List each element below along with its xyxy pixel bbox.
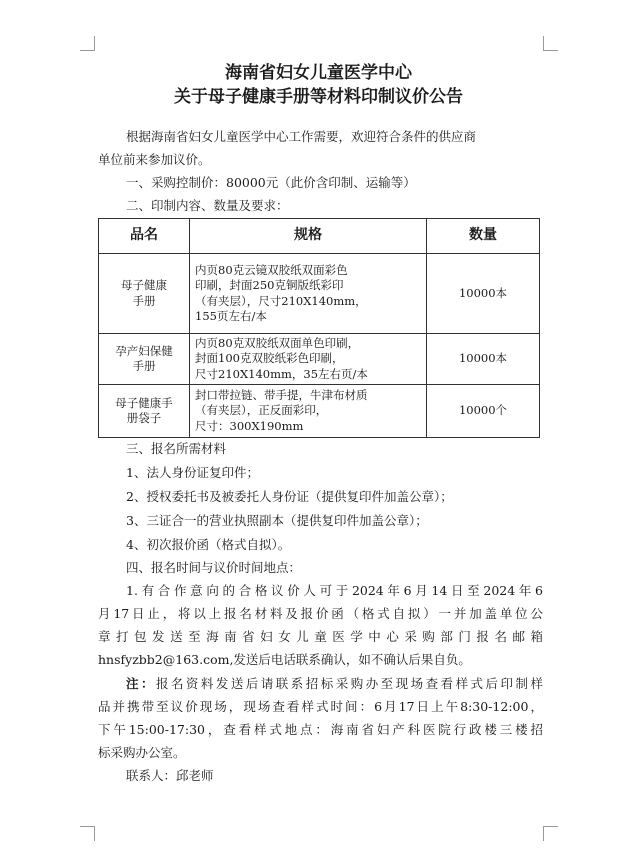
note-text: 报名资料发送后请联系招标采购办至现场查看样式后印制样	[155, 676, 543, 691]
time-paragraph: 1.有合作意向的合格议价人可于2024年6月14日至2024年6	[126, 583, 543, 598]
note-paragraph: 标采购办公室。	[98, 745, 186, 760]
intro-paragraph-cont: 单位前来参加议价。	[98, 152, 211, 167]
header-spec: 规格	[190, 219, 427, 254]
table-row	[99, 385, 540, 438]
item-name: 手册	[132, 293, 156, 308]
note-paragraph: 品并携带至议价现场，现场查看样式时间：6月17日上午8:30-12:00，	[98, 699, 543, 714]
page-corner-mark	[80, 826, 95, 841]
table-header-row	[99, 219, 540, 254]
document-subtitle: 关于母子健康手册等材料印制议价公告	[174, 87, 463, 107]
item-name: 母子健康手	[115, 395, 173, 410]
spec-table	[98, 218, 540, 438]
section-materials-heading: 三、报名所需材料	[126, 441, 227, 456]
item-name: 孕产妇保健	[115, 343, 173, 358]
time-paragraph: hnsfyzbb2@163.com,发送后电话联系确认，如不确认后果自负。	[98, 652, 471, 667]
table-row	[99, 254, 540, 334]
item-spec: 尺寸210X140mm，35左右页/本	[195, 366, 368, 381]
header-qty: 数量	[427, 219, 540, 254]
contact-person: 联系人：邱老师	[126, 768, 214, 783]
item-name: 母子健康	[121, 278, 167, 292]
material-item: 3、三证合一的营业执照副本（提供复印件加盖公章）；	[126, 513, 428, 528]
material-item: 4、初次报价函（格式自拟）。	[126, 537, 291, 552]
material-item: 1、法人身份证复印件；	[126, 465, 259, 480]
item-spec: 尺寸：300X190mm	[195, 418, 304, 433]
time-paragraph: 月17日止，将以上报名材料及报价函（格式自拟）一并加盖单位公	[98, 606, 543, 621]
item-spec: 印刷，封面250克铜版纸彩印	[195, 278, 344, 292]
item-spec: 封面100克双胶纸彩色印刷，	[195, 351, 344, 366]
material-item: 2、授权委托书及被委托人身份证（提供复印件加盖公章）；	[126, 489, 453, 504]
note-paragraph: 下午15:00-17:30，查看样式地点：海南省妇产科医院行政楼三楼招	[98, 722, 543, 737]
section-price: 一、采购控制价：80000元（此价含印制、运输等）	[126, 175, 416, 190]
page-corner-mark	[80, 36, 95, 51]
intro-paragraph: 根据海南省妇女儿童医学中心工作需要，欢迎符合条件的供应商	[126, 129, 477, 144]
item-qty: 10000本	[427, 254, 540, 334]
section-time-heading: 四、报名时间与议价时间地点：	[126, 560, 302, 575]
item-spec: 封口带拉链、带手提，牛津布材质	[195, 387, 368, 402]
item-name: 册袋子	[126, 411, 162, 425]
item-spec: （有夹层），尺寸210X140mm，	[195, 293, 367, 308]
note-paragraph	[98, 675, 543, 693]
item-spec: 内页80克云镜双胶纸双面彩色	[195, 262, 348, 277]
item-qty: 10000本	[427, 334, 540, 385]
page-corner-mark	[543, 826, 558, 841]
item-spec: 内页80克双胶纸双面单色印刷，	[195, 335, 360, 350]
section-content-heading: 二、印制内容、数量及要求：	[126, 198, 289, 213]
page-corner-mark	[543, 36, 558, 51]
table-row	[99, 334, 540, 385]
header-name: 品名	[99, 219, 190, 254]
item-spec: （有夹层），正反面彩印，	[195, 403, 328, 418]
item-name: 手册	[132, 359, 156, 373]
item-qty: 10000个	[427, 385, 540, 438]
time-paragraph: 章打包发送至海南省妇女儿童医学中心采购部门报名邮箱	[98, 629, 543, 644]
item-spec: 155页左右/本	[195, 309, 267, 323]
note-label: 注：	[126, 676, 156, 691]
document-title: 海南省妇女儿童医学中心	[225, 63, 412, 83]
